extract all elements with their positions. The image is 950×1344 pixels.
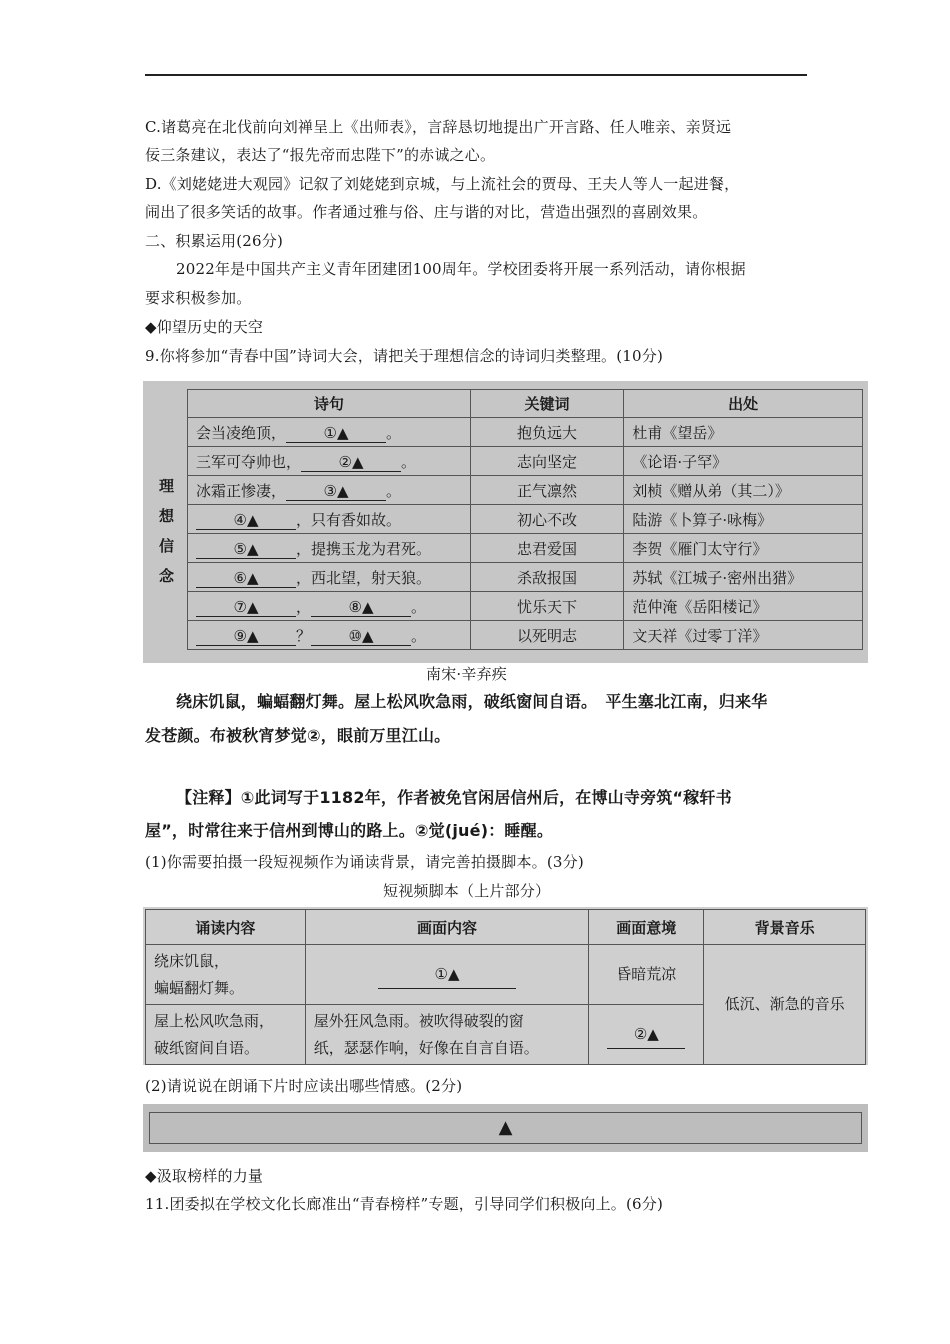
source-cell: 文天祥《过零丁洋》 <box>624 621 863 650</box>
poem-line-2: 发苍颜。布被秋宵梦觉②，眼前万里江山。 <box>145 726 451 745</box>
header-picture: 画面内容 <box>305 910 589 945</box>
header-keyword: 关键词 <box>470 390 624 418</box>
keyword-cell: 杀敌报国 <box>470 563 624 592</box>
question-10-1: (1)你需要拍摄一段短视频作为诵读背景，请完善拍摄脚本。(3分) <box>145 853 584 871</box>
header-reading: 诵读内容 <box>146 910 306 945</box>
keyword-cell: 正气凛然 <box>470 476 624 505</box>
answer-blank[interactable]: ①▲ <box>378 961 516 989</box>
table-row: 三军可夺帅也， ②▲ 。 志向坚定 《论语·子罕》 <box>188 447 863 476</box>
question-11: 11.团委拟在学校文化长廊准出“青春榜样”专题，引导同学们积极向上。(6分) <box>145 1195 664 1213</box>
keyword-cell: 以死明志 <box>470 621 624 650</box>
side-char: 念 <box>159 567 175 585</box>
reading-cell: 绕床饥鼠， 蝙蝠翻灯舞。 <box>146 945 306 1005</box>
intro-line-1: 2022年是中国共产主义青年团建团100周年。学校团委将开展一系列活动，请你根据 <box>176 260 746 278</box>
reading-cell: 屋上松风吹急雨， 破纸窗间自语。 <box>146 1005 306 1065</box>
side-char: 理 <box>159 477 175 495</box>
table-row: ⑨▲ ？ ⑩▲ 。 以死明志 文天祥《过零丁洋》 <box>188 621 863 650</box>
table-row: ④▲ ，只有香如故。 初心不改 陆游《卜算子·咏梅》 <box>188 505 863 534</box>
side-char: 想 <box>159 507 175 525</box>
answer-blank[interactable]: ⑤▲ <box>196 540 296 559</box>
source-cell: 陆游《卜算子·咏梅》 <box>624 505 863 534</box>
mood-cell: 昏暗荒凉 <box>589 945 704 1005</box>
music-cell: 低沉、渐急的音乐 <box>704 945 866 1065</box>
poem-note-1: 【注释】①此词写于1182年，作者被免官闲居信州后，在博山寺旁筑“稼轩书 <box>176 788 732 807</box>
question-9: 9.你将参加“青春中国”诗词大会，请把关于理想信念的诗词归类整理。(10分) <box>145 347 664 365</box>
answer-blank[interactable]: ①▲ <box>286 424 386 443</box>
header-source: 出处 <box>624 390 863 418</box>
header-mood: 画面意境 <box>589 910 704 945</box>
subsection-heading: ◆仰望历史的天空 <box>145 318 264 336</box>
option-d-line-1: D.《刘姥姥进大观园》记叙了刘姥姥到京城，与上流社会的贾母、王夫人等人一起进餐， <box>145 175 740 193</box>
keyword-cell: 忧乐天下 <box>470 592 624 621</box>
source-cell: 刘桢《赠从弟（其二）》 <box>624 476 863 505</box>
table-row: ⑤▲ ，提携玉龙为君死。 忠君爱国 李贺《雁门太守行》 <box>188 534 863 563</box>
table-row: 冰霜正惨凄， ③▲ 。 正气凛然 刘桢《赠从弟（其二）》 <box>188 476 863 505</box>
option-c-line-1: C.诸葛亮在北伐前向刘禅呈上《出师表》，言辞恳切地提出广开言路、任人唯亲、亲贤远 <box>145 118 732 136</box>
answer-box <box>143 1104 868 1152</box>
side-label <box>143 381 187 663</box>
answer-blank[interactable]: ⑦▲ <box>196 598 296 617</box>
mood-cell <box>589 1005 704 1065</box>
intro-line-2: 要求积极参加。 <box>145 289 252 307</box>
answer-blank[interactable]: ⑥▲ <box>196 569 296 588</box>
source-cell: 苏轼《江城子·密州出猎》 <box>624 563 863 592</box>
picture-cell <box>305 945 589 1005</box>
question-10-2: (2)请说说在朗诵下片时应读出哪些情感。(2分) <box>145 1077 463 1095</box>
side-char: 信 <box>159 537 175 555</box>
answer-blank[interactable]: ③▲ <box>286 482 386 501</box>
answer-field[interactable]: ▲ <box>149 1112 862 1144</box>
header-music: 背景音乐 <box>704 910 866 945</box>
keyword-cell: 抱负远大 <box>470 418 624 447</box>
source-cell: 《论语·子罕》 <box>624 447 863 476</box>
ideals-table <box>143 381 868 663</box>
table-row <box>146 945 866 1005</box>
source-cell: 范仲淹《岳阳楼记》 <box>624 592 863 621</box>
table-row: ⑦▲ ， ⑧▲ 。 忧乐天下 范仲淹《岳阳楼记》 <box>188 592 863 621</box>
answer-blank[interactable]: ④▲ <box>196 511 296 530</box>
subsection-heading-2: ◆汲取榜样的力量 <box>145 1167 264 1185</box>
answer-blank[interactable]: ⑧▲ <box>311 598 411 617</box>
keyword-cell: 忠君爱国 <box>470 534 624 563</box>
answer-blank[interactable]: ⑩▲ <box>311 627 411 646</box>
table-row: 会当凌绝顶， ①▲ 。 抱负远大 杜甫《望岳》 <box>188 418 863 447</box>
header-rule <box>145 74 807 76</box>
answer-blank[interactable]: ⑨▲ <box>196 627 296 646</box>
source-cell: 杜甫《望岳》 <box>624 418 863 447</box>
option-c-line-2: 佞三条建议，表达了“报先帝而忠陛下”的赤诚之心。 <box>145 146 496 164</box>
poem-note-2: 屋”，时常往来于信州到博山的路上。②觉(jué)：睡醒。 <box>145 821 554 840</box>
header-verse: 诗句 <box>188 390 471 418</box>
option-d-line-2: 闹出了很多笑话的故事。作者通过雅与俗、庄与谐的对比，营造出强烈的喜剧效果。 <box>145 203 708 221</box>
keyword-cell: 初心不改 <box>470 505 624 534</box>
section-heading: 二、积累运用(26分) <box>145 232 283 250</box>
poem-line-1: 绕床饥鼠，蝙蝠翻灯舞。屋上松风吹急雨，破纸窗间自语。 平生塞北江南，归来华 <box>176 692 768 711</box>
answer-blank[interactable]: ②▲ <box>301 453 401 472</box>
source-cell: 李贺《雁门太守行》 <box>624 534 863 563</box>
keyword-cell: 志向坚定 <box>470 447 624 476</box>
table-row: ⑥▲ ，西北望，射天狼。 杀敌报国 苏轼《江城子·密州出猎》 <box>188 563 863 592</box>
picture-cell: 屋外狂风急雨。被吹得破裂的窗 纸，瑟瑟作响，好像在自言自语。 <box>305 1005 589 1065</box>
video-script-table <box>143 907 868 1065</box>
script-table-title: 短视频脚本（上片部分） <box>383 882 551 900</box>
poem-author: 南宋·辛弃疾 <box>426 665 507 683</box>
answer-blank[interactable]: ②▲ <box>607 1021 685 1049</box>
